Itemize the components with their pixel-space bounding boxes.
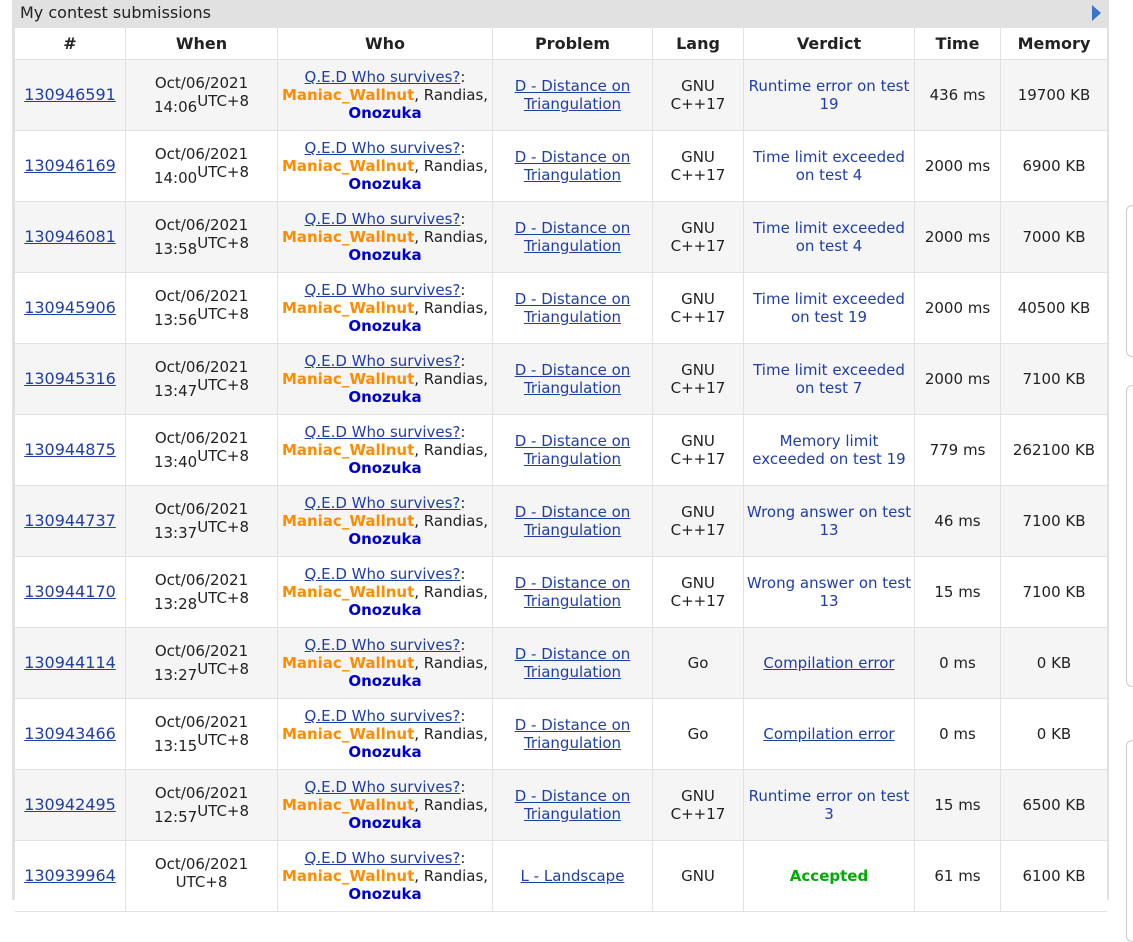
team-contest-link[interactable]: Q.E.D Who survives? <box>304 565 461 583</box>
member-link[interactable]: Maniac_Wallnut <box>281 867 415 885</box>
submission-time: 13:15 <box>153 737 198 755</box>
who-colon: : <box>460 68 466 86</box>
submission-date: Oct/06/2021 <box>154 500 249 518</box>
verdict-link[interactable]: Compilation error <box>763 725 895 743</box>
submission-date: Oct/06/2021 <box>154 74 249 92</box>
col-header-who[interactable]: Who <box>278 28 493 60</box>
problem-link[interactable]: D - Distance on Triangulation <box>514 645 631 681</box>
table-row <box>15 699 1107 770</box>
submission-id-link[interactable]: 130943466 <box>24 724 116 743</box>
timezone: UTC+8 <box>197 660 250 678</box>
member-separator: , Randias, <box>414 654 489 672</box>
member-link[interactable]: Onozuka <box>348 459 422 477</box>
submission-date: Oct/06/2021 <box>154 429 249 447</box>
member-link[interactable]: Maniac_Wallnut <box>281 299 415 317</box>
col-header-lang[interactable]: Lang <box>653 28 744 60</box>
submission-id-cell <box>15 699 126 770</box>
verdict-text: Wrong answer on test 13 <box>746 503 912 539</box>
submission-id-cell <box>15 202 126 273</box>
submission-time: 12:57 <box>153 808 198 826</box>
who-cell <box>278 486 493 557</box>
memory-cell: 7000 KB <box>1001 202 1107 273</box>
member-separator: , Randias, <box>414 228 489 246</box>
member-separator: , Randias, <box>414 583 489 601</box>
verdict-cell <box>744 628 915 699</box>
verdict-cell <box>744 699 915 770</box>
timezone: UTC+8 <box>197 376 250 394</box>
table-row <box>15 273 1107 344</box>
submission-id-link[interactable]: 130942495 <box>24 795 116 814</box>
member-link[interactable]: Maniac_Wallnut <box>281 441 415 459</box>
problem-link[interactable]: D - Distance on Triangulation <box>514 290 631 326</box>
who-cell <box>278 202 493 273</box>
lang-cell: GNU C++17 <box>653 415 744 486</box>
lang-cell: GNU C++17 <box>653 202 744 273</box>
verdict-text: Time limit exceeded on test 4 <box>753 148 905 184</box>
col-header-id[interactable]: # <box>15 28 126 60</box>
member-link[interactable]: Maniac_Wallnut <box>281 583 415 601</box>
team-contest-link[interactable]: Q.E.D Who survives? <box>304 423 461 441</box>
who-colon: : <box>460 849 466 867</box>
time-cell: 779 ms <box>915 415 1001 486</box>
verdict-cell <box>744 557 915 628</box>
problem-cell <box>493 344 653 415</box>
table-row <box>15 344 1107 415</box>
problem-cell <box>493 770 653 841</box>
lang-cell: GNU C++17 <box>653 131 744 202</box>
submission-id-cell <box>15 60 126 131</box>
who-colon: : <box>460 139 466 157</box>
lang-cell: GNU <box>653 841 744 912</box>
problem-link[interactable]: D - Distance on Triangulation <box>514 574 631 610</box>
who-cell <box>278 699 493 770</box>
who-cell <box>278 770 493 841</box>
memory-cell: 7100 KB <box>1001 486 1107 557</box>
verdict-text: Wrong answer on test 13 <box>746 574 912 610</box>
lang-cell: GNU C++17 <box>653 770 744 841</box>
time-cell: 2000 ms <box>915 344 1001 415</box>
lang-cell: GNU C++17 <box>653 60 744 131</box>
problem-link[interactable]: D - Distance on Triangulation <box>514 361 631 397</box>
verdict-cell <box>744 344 915 415</box>
submission-time: 13:40 <box>153 453 198 471</box>
memory-cell: 19700 KB <box>1001 60 1107 131</box>
verdict-cell <box>744 415 915 486</box>
problem-cell <box>493 841 653 912</box>
team-contest-link[interactable]: Q.E.D Who survives? <box>304 68 461 86</box>
submission-date: Oct/06/2021 <box>154 571 249 589</box>
timezone: UTC+8 <box>197 589 250 607</box>
member-link[interactable]: Onozuka <box>348 388 422 406</box>
who-cell <box>278 273 493 344</box>
submission-time: 13:58 <box>153 240 198 258</box>
problem-cell <box>493 699 653 770</box>
memory-cell: 7100 KB <box>1001 344 1107 415</box>
member-separator: , Randias, <box>414 512 489 530</box>
memory-cell: 6500 KB <box>1001 770 1107 841</box>
time-cell: 2000 ms <box>915 131 1001 202</box>
submission-date: Oct/06/2021 <box>154 287 249 305</box>
member-link[interactable]: Onozuka <box>348 317 422 335</box>
verdict-text: Time limit exceeded on test 7 <box>753 361 905 397</box>
submission-id-cell <box>15 841 126 912</box>
verdict-text: Memory limit exceeded on test 19 <box>752 432 906 468</box>
problem-link[interactable]: D - Distance on Triangulation <box>514 148 631 184</box>
timezone: UTC+8 <box>197 92 250 110</box>
submission-time: 13:47 <box>153 382 198 400</box>
who-colon: : <box>460 565 466 583</box>
when-cell <box>126 273 278 344</box>
who-colon: : <box>460 352 466 370</box>
team-contest-link[interactable]: Q.E.D Who survives? <box>304 778 461 796</box>
member-link[interactable]: Maniac_Wallnut <box>281 86 415 104</box>
who-colon: : <box>460 210 466 228</box>
col-header-problem[interactable]: Problem <box>493 28 653 60</box>
table-row <box>15 770 1107 841</box>
who-colon: : <box>460 778 466 796</box>
problem-link[interactable]: D - Distance on Triangulation <box>514 716 631 752</box>
timezone: UTC+8 <box>197 731 250 749</box>
who-cell <box>278 60 493 131</box>
verdict-cell <box>744 486 915 557</box>
table-header-row <box>15 28 1107 60</box>
verdict-text: Runtime error on test 19 <box>748 77 910 113</box>
memory-cell: 262100 KB <box>1001 415 1107 486</box>
lang-cell: Go <box>653 628 744 699</box>
member-separator: , Randias, <box>414 867 489 885</box>
submissions-table <box>15 28 1107 912</box>
team-contest-link[interactable]: Q.E.D Who survives? <box>304 139 461 157</box>
table-row <box>15 486 1107 557</box>
time-cell: 15 ms <box>915 770 1001 841</box>
member-separator: , Randias, <box>414 796 489 814</box>
who-cell <box>278 557 493 628</box>
lang-cell: GNU C++17 <box>653 557 744 628</box>
member-separator: , Randias, <box>414 299 489 317</box>
right-side-panel-edge <box>1126 740 1133 942</box>
timezone: UTC+8 <box>175 873 228 891</box>
member-link[interactable]: Onozuka <box>348 246 422 264</box>
time-cell: 2000 ms <box>915 273 1001 344</box>
member-link[interactable]: Maniac_Wallnut <box>281 512 415 530</box>
submission-id-link[interactable]: 130946591 <box>24 85 116 104</box>
submission-id-link[interactable]: 130946081 <box>24 227 116 246</box>
who-cell <box>278 628 493 699</box>
who-colon: : <box>460 636 466 654</box>
who-colon: : <box>460 423 466 441</box>
time-cell: 46 ms <box>915 486 1001 557</box>
table-row <box>15 628 1107 699</box>
who-colon: : <box>460 281 466 299</box>
problem-cell <box>493 486 653 557</box>
problem-cell <box>493 557 653 628</box>
member-separator: , Randias, <box>414 370 489 388</box>
verdict-cell <box>744 131 915 202</box>
problem-cell <box>493 415 653 486</box>
problem-cell <box>493 131 653 202</box>
lang-cell: GNU C++17 <box>653 273 744 344</box>
table-row <box>15 131 1107 202</box>
when-cell <box>126 60 278 131</box>
when-cell <box>126 486 278 557</box>
team-contest-link[interactable]: Q.E.D Who survives? <box>304 494 461 512</box>
member-link[interactable]: Maniac_Wallnut <box>281 725 415 743</box>
submissions-panel <box>12 0 1109 903</box>
member-link[interactable]: Maniac_Wallnut <box>281 796 415 814</box>
when-cell <box>126 131 278 202</box>
who-cell <box>278 415 493 486</box>
verdict-text: Time limit exceeded on test 19 <box>753 290 905 326</box>
team-contest-link[interactable]: Q.E.D Who survives? <box>304 849 461 867</box>
when-cell <box>126 557 278 628</box>
col-header-memory[interactable]: Memory <box>1001 28 1107 60</box>
team-contest-link[interactable]: Q.E.D Who survives? <box>304 352 461 370</box>
member-separator: , Randias, <box>414 725 489 743</box>
problem-cell <box>493 628 653 699</box>
member-separator: , Randias, <box>414 157 489 175</box>
member-link[interactable]: Onozuka <box>348 885 422 903</box>
when-cell <box>126 628 278 699</box>
member-link[interactable]: Onozuka <box>348 601 422 619</box>
table-row <box>15 202 1107 273</box>
time-cell: 436 ms <box>915 60 1001 131</box>
team-contest-link[interactable]: Q.E.D Who survives? <box>304 210 461 228</box>
member-link[interactable]: Onozuka <box>348 814 422 832</box>
lang-cell: GNU C++17 <box>653 486 744 557</box>
expand-arrow-icon[interactable] <box>1092 5 1101 21</box>
submission-id-link[interactable]: 130944114 <box>24 653 116 672</box>
member-link[interactable]: Onozuka <box>348 743 422 761</box>
submission-id-cell <box>15 273 126 344</box>
member-separator: , Randias, <box>414 86 489 104</box>
table-row <box>15 557 1107 628</box>
right-side-panel-edge <box>1126 205 1133 357</box>
who-colon: : <box>460 707 466 725</box>
submission-time: 13:56 <box>153 311 198 329</box>
timezone: UTC+8 <box>197 447 250 465</box>
table-row <box>15 841 1107 912</box>
member-link[interactable]: Maniac_Wallnut <box>281 370 415 388</box>
problem-cell <box>493 60 653 131</box>
member-link[interactable]: Maniac_Wallnut <box>281 654 415 672</box>
submission-id-cell <box>15 770 126 841</box>
when-cell <box>126 202 278 273</box>
submission-date: Oct/06/2021 <box>154 784 249 802</box>
who-colon: : <box>460 494 466 512</box>
who-cell <box>278 344 493 415</box>
when-cell <box>126 344 278 415</box>
when-cell <box>126 415 278 486</box>
team-contest-link[interactable]: Q.E.D Who survives? <box>304 636 461 654</box>
problem-cell <box>493 273 653 344</box>
col-header-time[interactable]: Time <box>915 28 1001 60</box>
time-cell: 61 ms <box>915 841 1001 912</box>
submission-date: Oct/06/2021 <box>154 216 249 234</box>
problem-link[interactable]: D - Distance on Triangulation <box>514 77 631 113</box>
verdict-text: Accepted <box>789 867 869 885</box>
time-cell: 0 ms <box>915 628 1001 699</box>
submission-date: Oct/06/2021 <box>154 358 249 376</box>
submission-id-cell <box>15 628 126 699</box>
lang-cell: Go <box>653 699 744 770</box>
memory-cell: 0 KB <box>1001 628 1107 699</box>
member-separator: , Randias, <box>414 441 489 459</box>
time-cell: 2000 ms <box>915 202 1001 273</box>
member-link[interactable]: Onozuka <box>348 530 422 548</box>
member-link[interactable]: Maniac_Wallnut <box>281 157 415 175</box>
member-link[interactable]: Maniac_Wallnut <box>281 228 415 246</box>
submission-id-cell <box>15 557 126 628</box>
verdict-cell <box>744 202 915 273</box>
submission-time: 13:28 <box>153 595 198 613</box>
submission-time: 14:06 <box>153 98 198 116</box>
submission-date: Oct/06/2021 <box>154 855 249 873</box>
member-link[interactable]: Onozuka <box>348 672 422 690</box>
submission-id-link[interactable]: 130939964 <box>24 866 116 885</box>
submission-time: 13:27 <box>153 666 198 684</box>
memory-cell: 6100 KB <box>1001 841 1107 912</box>
problem-link[interactable]: L - Landscape <box>520 867 625 885</box>
lang-cell: GNU C++17 <box>653 344 744 415</box>
submission-id-cell <box>15 415 126 486</box>
time-cell: 15 ms <box>915 557 1001 628</box>
submission-date: Oct/06/2021 <box>154 642 249 660</box>
team-contest-link[interactable]: Q.E.D Who survives? <box>304 281 461 299</box>
verdict-cell <box>744 770 915 841</box>
problem-link[interactable]: D - Distance on Triangulation <box>514 219 631 255</box>
when-cell <box>126 841 278 912</box>
verdict-cell <box>744 60 915 131</box>
member-link[interactable]: Onozuka <box>348 175 422 193</box>
submission-id-link[interactable]: 130944737 <box>24 511 116 530</box>
right-side-panel-edge <box>1126 385 1133 687</box>
memory-cell: 40500 KB <box>1001 273 1107 344</box>
submission-time: 13:37 <box>153 524 198 542</box>
timezone: UTC+8 <box>197 802 250 820</box>
verdict-text: Runtime error on test 3 <box>748 787 910 823</box>
timezone: UTC+8 <box>197 305 250 323</box>
verdict-cell <box>744 273 915 344</box>
submission-date: Oct/06/2021 <box>154 145 249 163</box>
team-contest-link[interactable]: Q.E.D Who survives? <box>304 707 461 725</box>
who-cell <box>278 841 493 912</box>
submission-id-cell <box>15 344 126 415</box>
submission-id-cell <box>15 131 126 202</box>
who-cell <box>278 131 493 202</box>
problem-link[interactable]: D - Distance on Triangulation <box>514 787 631 823</box>
problem-link[interactable]: D - Distance on Triangulation <box>514 432 631 468</box>
timezone: UTC+8 <box>197 518 250 536</box>
problem-cell <box>493 202 653 273</box>
submission-id-link[interactable]: 130944875 <box>24 440 116 459</box>
timezone: UTC+8 <box>197 163 250 181</box>
col-header-verdict[interactable]: Verdict <box>744 28 915 60</box>
submission-id-link[interactable]: 130944170 <box>24 582 116 601</box>
submission-date: Oct/06/2021 <box>154 713 249 731</box>
timezone: UTC+8 <box>197 234 250 252</box>
table-row <box>15 60 1107 131</box>
problem-link[interactable]: D - Distance on Triangulation <box>514 503 631 539</box>
memory-cell: 6900 KB <box>1001 131 1107 202</box>
memory-cell: 0 KB <box>1001 699 1107 770</box>
verdict-cell <box>744 841 915 912</box>
submission-id-cell <box>15 486 126 557</box>
time-cell: 0 ms <box>915 699 1001 770</box>
when-cell <box>126 699 278 770</box>
submission-id-link[interactable]: 130946169 <box>24 156 116 175</box>
when-cell <box>126 770 278 841</box>
verdict-link[interactable]: Compilation error <box>763 654 895 672</box>
verdict-text: Time limit exceeded on test 4 <box>753 219 905 255</box>
panel-title: My contest submissions <box>20 3 211 22</box>
submission-time: 14:00 <box>153 169 198 187</box>
submission-id-link[interactable]: 130945906 <box>24 298 116 317</box>
submission-id-link[interactable]: 130945316 <box>24 369 116 388</box>
member-link[interactable]: Onozuka <box>348 104 422 122</box>
col-header-when[interactable]: When <box>126 28 278 60</box>
memory-cell: 7100 KB <box>1001 557 1107 628</box>
table-row <box>15 415 1107 486</box>
